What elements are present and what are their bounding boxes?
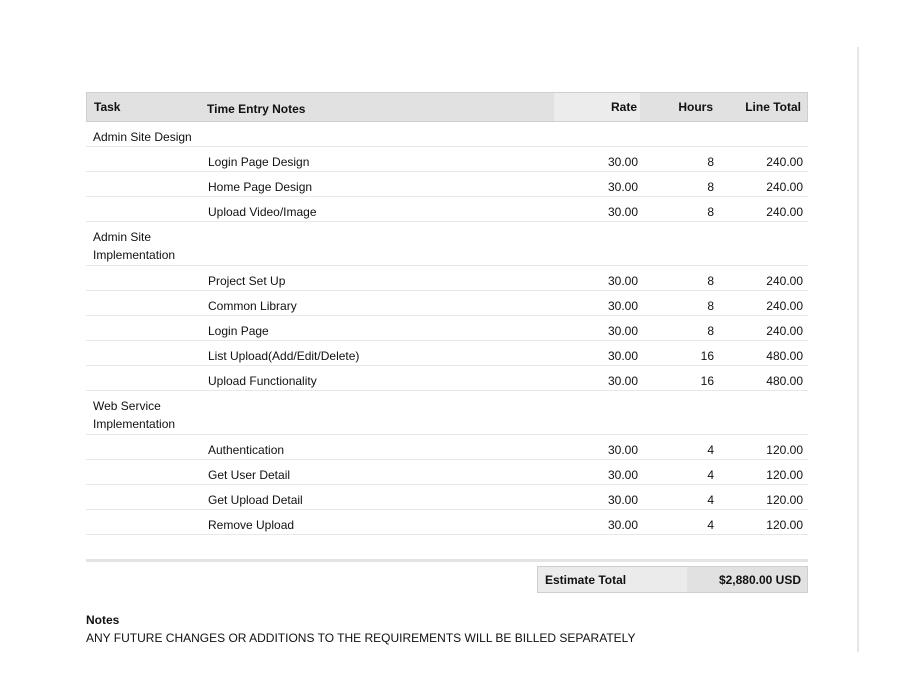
table-row (86, 366, 808, 391)
task-group-row (86, 222, 808, 266)
entry-rate: 30.00 (607, 274, 638, 288)
entry-line-total: 240.00 (766, 299, 803, 313)
table-row (86, 291, 808, 316)
entry-note: Project Set Up (208, 274, 286, 288)
entry-rate: 30.00 (607, 374, 638, 388)
entry-note: Get Upload Detail (208, 493, 303, 507)
entry-rate: 30.00 (607, 180, 638, 194)
entry-hours: 8 (707, 274, 714, 288)
table-row (86, 341, 808, 366)
table-row (86, 460, 808, 485)
entry-rate: 30.00 (607, 518, 638, 532)
table-header (86, 92, 808, 122)
header-rate: Rate (610, 100, 637, 114)
entry-note: Home Page Design (208, 180, 313, 194)
table-row (86, 485, 808, 510)
entry-note: Login Page Design (208, 155, 310, 169)
header-line-total: Line Total (745, 100, 801, 114)
entry-hours: 8 (707, 205, 714, 219)
entry-rate: 30.00 (607, 155, 638, 169)
entry-hours: 8 (707, 180, 714, 194)
header-hours: Hours (678, 100, 713, 114)
task-group-row (86, 122, 808, 147)
entry-line-total: 240.00 (766, 205, 803, 219)
entry-hours: 4 (707, 493, 714, 507)
entry-note: Upload Functionality (208, 374, 317, 388)
estimate-total-amount: $2,880.00 USD (718, 573, 801, 587)
entry-line-total: 240.00 (766, 155, 803, 169)
task-name-line: Web Service (93, 399, 161, 413)
task-group-row (86, 391, 808, 435)
entry-hours: 8 (707, 324, 714, 338)
entry-hours: 16 (700, 349, 714, 363)
task-name (93, 128, 193, 146)
entry-hours: 4 (707, 518, 714, 532)
estimate-total-label: Estimate Total (545, 573, 627, 587)
table-row (86, 316, 808, 341)
table-row (86, 266, 808, 291)
entry-note: Remove Upload (208, 518, 295, 532)
entry-rate: 30.00 (607, 443, 638, 457)
task-name-line: Admin Site (93, 230, 152, 244)
notes-title: Notes (86, 613, 120, 627)
entry-note: Get User Detail (208, 468, 291, 482)
entry-note: Login Page (208, 324, 269, 338)
entry-line-total: 120.00 (766, 443, 803, 457)
table-row (86, 435, 808, 460)
entry-line-total: 480.00 (766, 374, 803, 388)
table-row (86, 510, 808, 535)
entry-line-total: 240.00 (766, 324, 803, 338)
entry-line-total: 120.00 (766, 468, 803, 482)
entry-hours: 8 (707, 155, 714, 169)
entry-hours: 4 (707, 468, 714, 482)
entry-line-total: 120.00 (766, 518, 803, 532)
entry-line-total: 240.00 (766, 180, 803, 194)
entry-note: Upload Video/Image (208, 205, 317, 219)
estimate-total-box (537, 566, 808, 593)
header-task: Task (94, 100, 121, 114)
entry-line-total: 120.00 (766, 493, 803, 507)
entry-hours: 16 (700, 374, 714, 388)
entry-rate: 30.00 (607, 299, 638, 313)
table-row (86, 147, 808, 172)
entry-hours: 8 (707, 299, 714, 313)
estimate-table (86, 92, 808, 535)
entry-line-total: 240.00 (766, 274, 803, 288)
entry-rate: 30.00 (607, 324, 638, 338)
header-notes: Time Entry Notes (207, 102, 306, 116)
task-name-line: Implementation (93, 248, 176, 262)
entry-rate: 30.00 (607, 493, 638, 507)
entry-rate: 30.00 (607, 205, 638, 219)
entry-rate: 30.00 (607, 468, 638, 482)
page-edge (857, 47, 859, 652)
task-name (93, 228, 193, 264)
entry-note: Authentication (208, 443, 285, 457)
table-body (86, 122, 808, 535)
table-row (86, 197, 808, 222)
entry-note: List Upload(Add/Edit/Delete) (208, 349, 360, 363)
entry-rate: 30.00 (607, 349, 638, 363)
notes-text: ANY FUTURE CHANGES OR ADDITIONS TO THE REQUIREMENTS WILL BE BILLED SEPARATELY (86, 631, 636, 645)
entry-line-total: 480.00 (766, 349, 803, 363)
task-name-line: Implementation (93, 417, 176, 431)
entry-hours: 4 (707, 443, 714, 457)
table-bottom-rule (86, 559, 808, 562)
task-name (93, 397, 193, 433)
table-row (86, 172, 808, 197)
entry-note: Common Library (208, 299, 297, 313)
task-name-line: Admin Site Design (93, 130, 192, 144)
